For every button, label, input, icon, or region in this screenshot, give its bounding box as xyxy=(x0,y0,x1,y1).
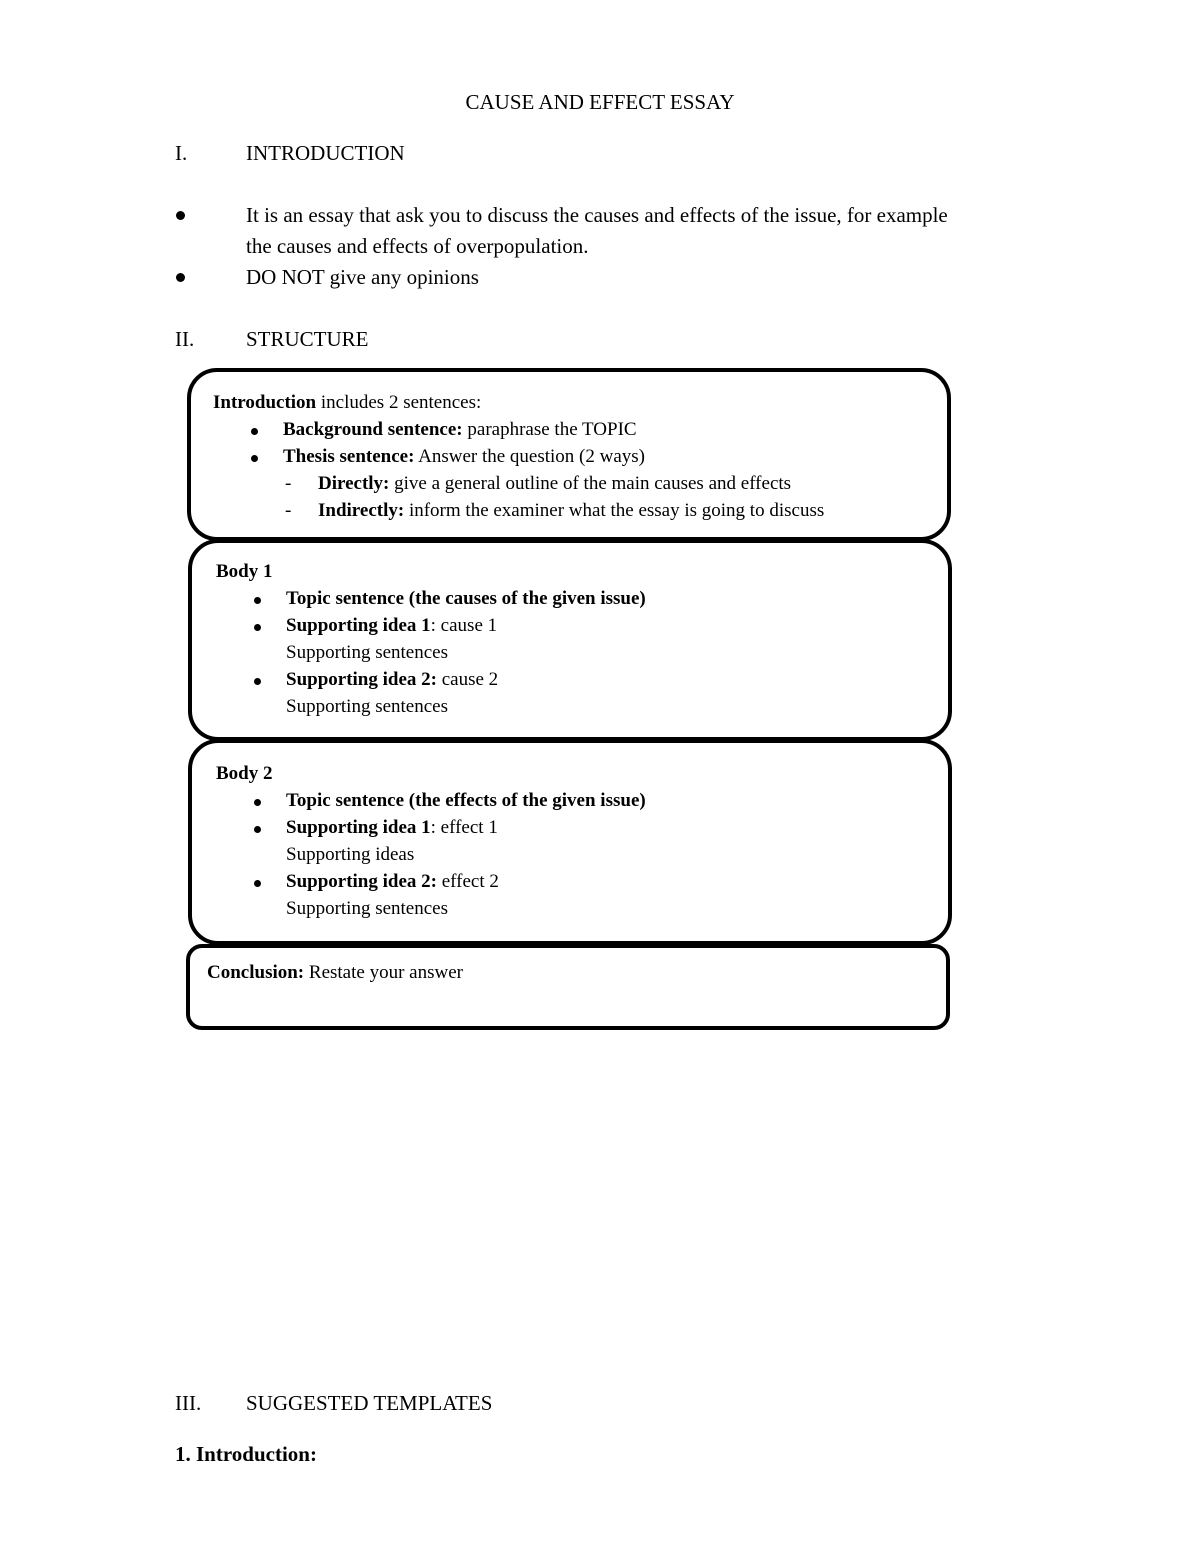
body-2-topic-sentence: Topic sentence (the effects of the given issue) xyxy=(286,790,646,811)
dash-marker: - xyxy=(285,473,292,494)
bullet-dot-icon xyxy=(176,273,185,282)
body-2-supporting-idea-2: Supporting idea 2: effect 2 xyxy=(286,871,499,892)
section-2-title: STRUCTURE xyxy=(246,327,369,351)
bullet-dot-icon xyxy=(254,880,261,887)
body-1-supporting-idea-1: Supporting idea 1: cause 1 xyxy=(286,615,498,636)
section-2-number: II. xyxy=(175,327,195,351)
section-1-number: I. xyxy=(175,141,188,165)
body-2-supporting-idea-1-sub: Supporting ideas xyxy=(286,844,415,865)
section-1-title: INTRODUCTION xyxy=(246,141,405,165)
thesis-directly: Directly: give a general outline of the main causes and effects xyxy=(318,473,792,494)
body-1-heading: Body 1 xyxy=(216,561,273,582)
templates-introduction-heading: 1. Introduction: xyxy=(175,1442,317,1466)
body-1-supporting-idea-2: Supporting idea 2: cause 2 xyxy=(286,669,499,690)
thesis-indirectly: Indirectly: inform the examiner what the essay is going to discuss xyxy=(318,500,825,521)
section-3-title: SUGGESTED TEMPLATES xyxy=(246,1391,493,1415)
body-2-heading: Body 2 xyxy=(216,763,273,784)
body-1-supporting-idea-1-sub: Supporting sentences xyxy=(286,642,449,663)
body-1-supporting-idea-2-sub: Supporting sentences xyxy=(286,696,449,717)
introduction-box xyxy=(187,368,951,541)
conclusion-box xyxy=(186,944,950,1030)
bullet-dot-icon xyxy=(251,455,258,462)
body-2-supporting-idea-1: Supporting idea 1: effect 1 xyxy=(286,817,498,838)
introduction-box-heading: Introduction includes 2 sentences: xyxy=(213,392,482,413)
intro-bullet-1-line-2: the causes and effects of overpopulation. xyxy=(246,234,589,258)
bullet-dot-icon xyxy=(251,428,258,435)
bullet-dot-icon xyxy=(254,624,261,631)
intro-bullet-2: DO NOT give any opinions xyxy=(246,265,479,289)
intro-bullet-1-line-1: It is an essay that ask you to discuss the causes and effects of the issue, for example xyxy=(246,203,948,227)
page-title: CAUSE AND EFFECT ESSAY xyxy=(465,90,735,114)
bullet-dot-icon xyxy=(254,799,261,806)
background-sentence: Background sentence: paraphrase the TOPIC xyxy=(283,419,637,440)
conclusion-text: Conclusion: Restate your answer xyxy=(207,962,463,983)
bullet-dot-icon xyxy=(254,826,261,833)
body-2-supporting-idea-2-sub: Supporting sentences xyxy=(286,898,449,919)
bullet-dot-icon xyxy=(254,597,261,604)
bullet-dot-icon xyxy=(176,211,185,220)
body-1-topic-sentence: Topic sentence (the causes of the given issue) xyxy=(286,588,646,609)
dash-marker: - xyxy=(285,500,292,521)
body-2-box xyxy=(188,739,952,945)
bullet-dot-icon xyxy=(254,678,261,685)
body-1-box xyxy=(188,539,952,741)
thesis-sentence: Thesis sentence: Answer the question (2 ways) xyxy=(283,446,646,467)
section-3-number: III. xyxy=(175,1391,202,1415)
